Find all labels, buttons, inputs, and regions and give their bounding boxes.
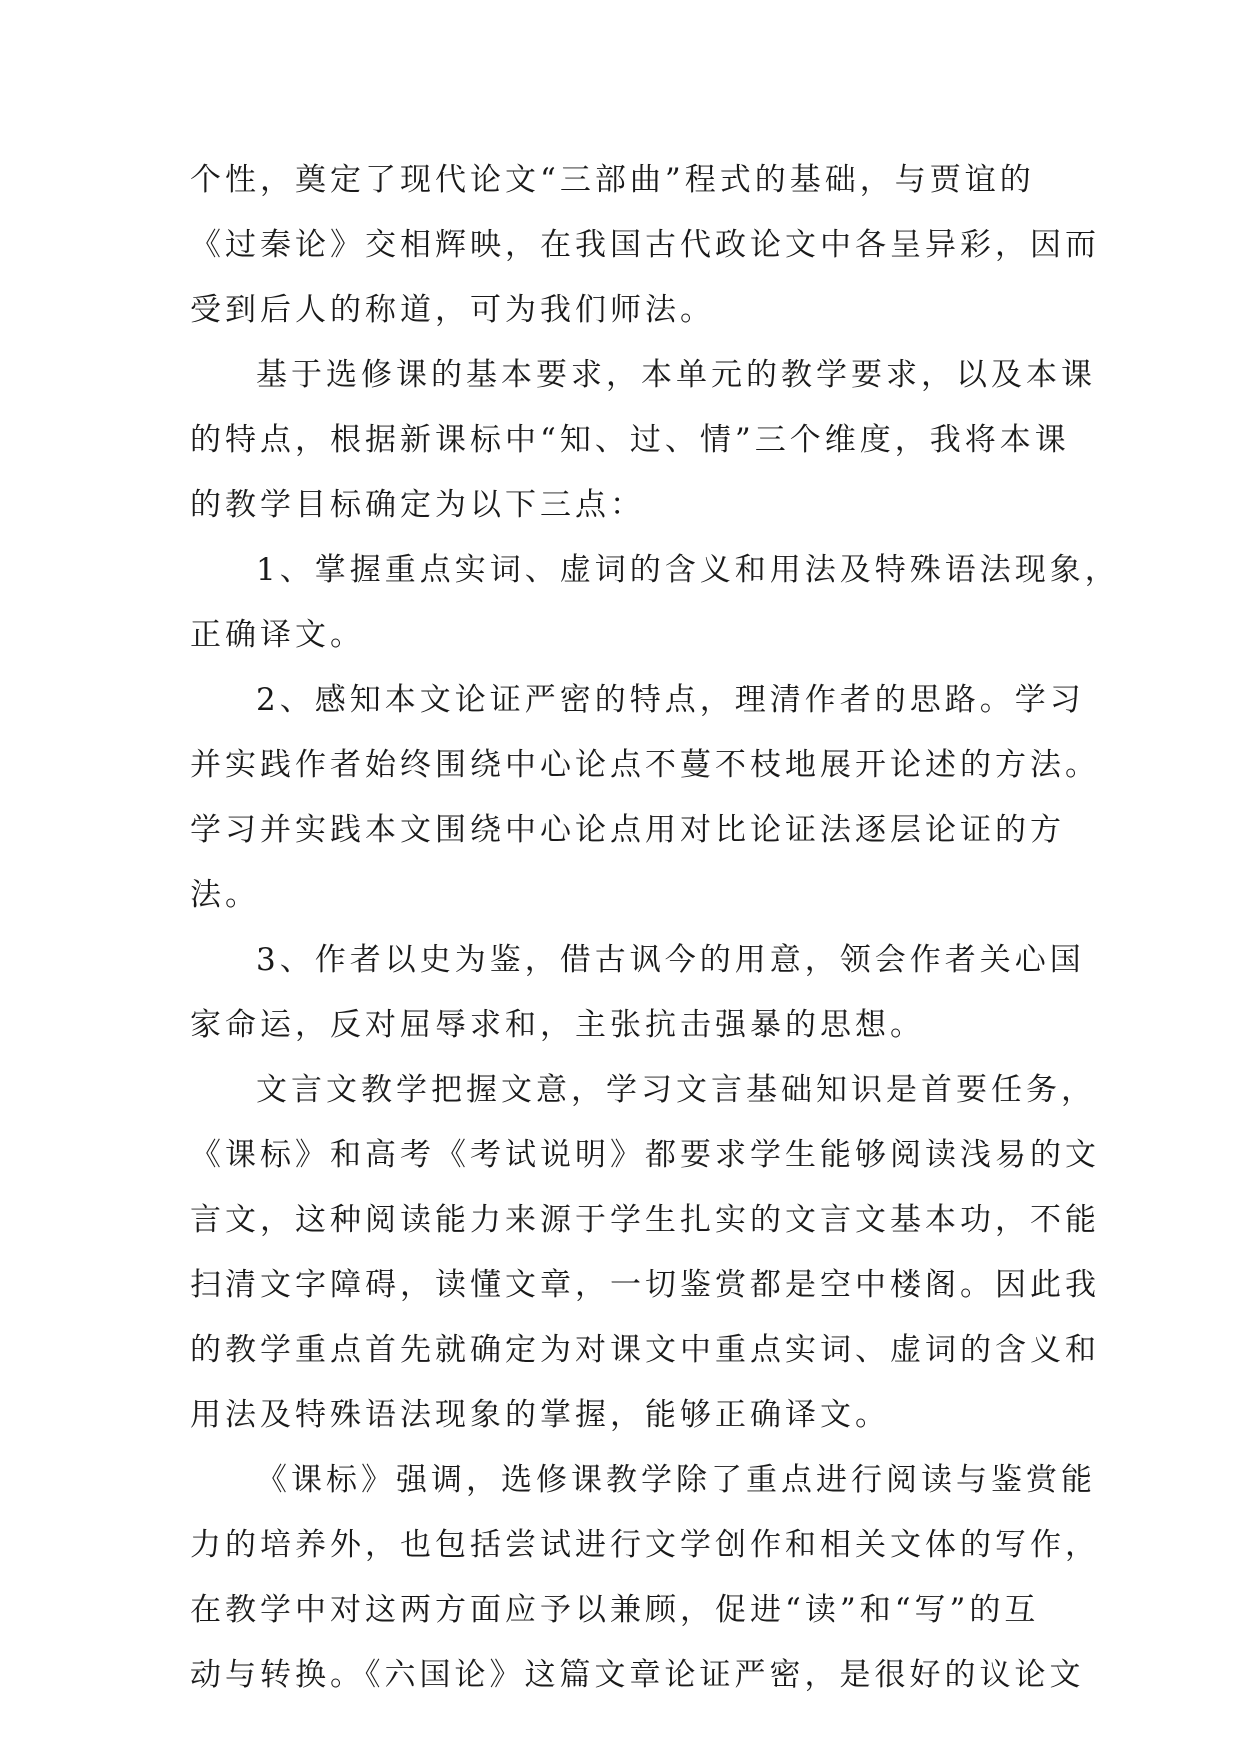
- text-line: 在教学中对这两方面应予以兼顾，促进“读”和“写”的互: [190, 1592, 1040, 1628]
- text-line: 言文，这种阅读能力来源于学生扎实的文言文基本功，不能: [190, 1202, 1100, 1238]
- text-line: 的教学重点首先就确定为对课文中重点实词、虚词的含义和: [190, 1332, 1100, 1368]
- text-line: 用法及特殊语法现象的掌握，能够正确译文。: [190, 1397, 890, 1433]
- text-line: 的特点，根据新课标中“知、过、情”三个维度，我将本课: [190, 422, 1070, 458]
- text-line: 《过秦论》交相辉映，在我国古代政论文中各呈异彩，因而: [190, 227, 1100, 263]
- text-line: 的教学目标确定为以下三点：: [190, 487, 645, 523]
- text-line: 《课标》和高考《考试说明》都要求学生能够阅读浅易的文: [190, 1137, 1100, 1173]
- text-line: 个性，奠定了现代论文“三部曲”程式的基础，与贾谊的: [190, 162, 1035, 198]
- paragraph-start-line: 《课标》强调，选修课教学除了重点进行阅读与鉴赏能: [256, 1462, 1096, 1498]
- paragraph-start-line: 基于选修课的基本要求，本单元的教学要求，以及本课: [256, 357, 1096, 393]
- objective-1-line: 1、掌握重点实词、虚词的含义和用法及特殊语法现象，: [256, 552, 1120, 588]
- objective-2-line: 2、感知本文论证严密的特点，理清作者的思路。学习: [256, 682, 1085, 718]
- objective-3-line: 3、作者以史为鉴，借古讽今的用意，领会作者关心国: [256, 942, 1085, 978]
- body-text: [190, 160, 1120, 1720]
- text-line: 家命运，反对屈辱求和，主张抗击强暴的思想。: [190, 1007, 925, 1043]
- text-line: 正确译文。: [190, 617, 365, 653]
- text-line: 动与转换。《六国论》这篇文章论证严密，是很好的议论文: [190, 1657, 1085, 1693]
- text-line: 并实践作者始终围绕中心论点不蔓不枝地展开论述的方法。: [190, 747, 1100, 783]
- text-line: 扫清文字障碍，读懂文章，一切鉴赏都是空中楼阁。因此我: [190, 1267, 1100, 1303]
- paragraph-start-line: 文言文教学把握文意，学习文言基础知识是首要任务，: [256, 1072, 1096, 1108]
- text-line: 法。: [190, 877, 260, 913]
- text-line: 学习并实践本文围绕中心论点用对比论证法逐层论证的方: [190, 812, 1065, 848]
- text-line: 力的培养外，也包括尝试进行文学创作和相关文体的写作，: [190, 1527, 1100, 1563]
- text-line: 受到后人的称道，可为我们师法。: [190, 292, 715, 328]
